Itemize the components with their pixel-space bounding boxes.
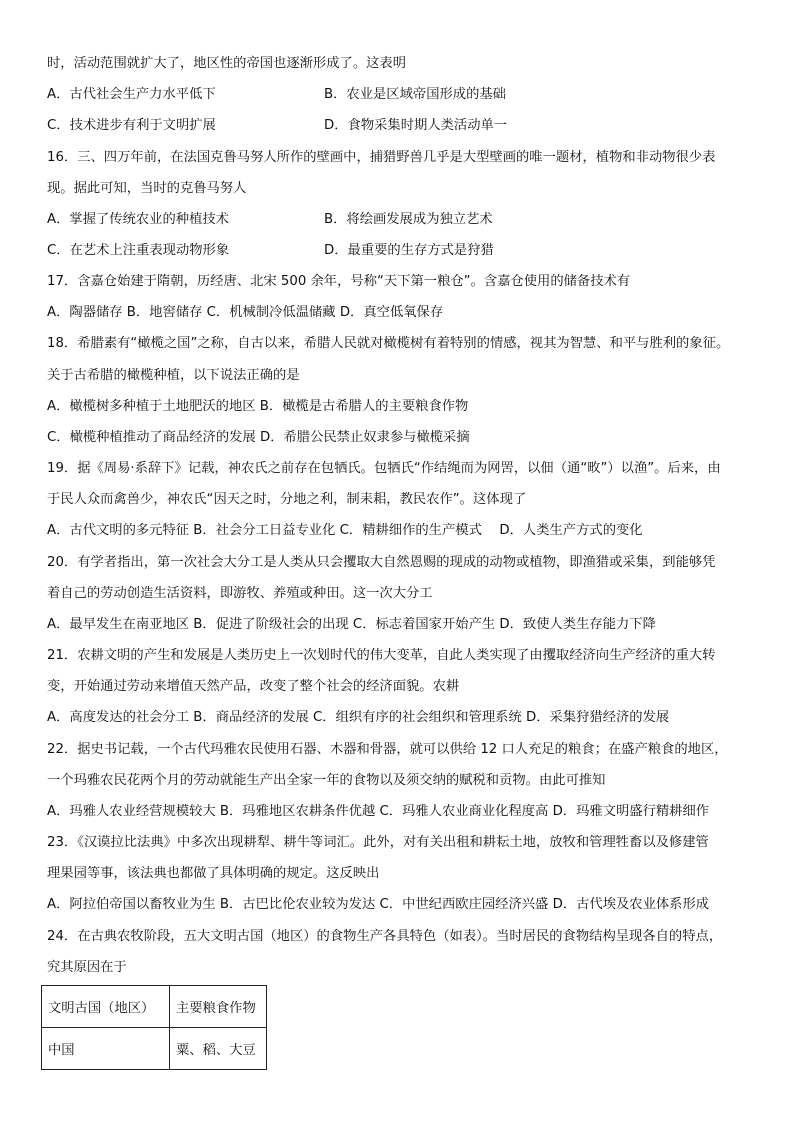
- q18-options-cd: C．橄榄种植推动了商品经济的发展 D．希腊公民禁止奴隶参与橄榄采摘: [47, 430, 470, 445]
- table-header-cell: 主要粮食作物: [170, 986, 267, 1028]
- q19-options: A．古代文明的多元特征 B．社会分工日益专业化 C．精耕细作的生产模式 D．人类生产方式的变化: [47, 523, 643, 538]
- q21-stem-line1: 21．农耕文明的产生和发展是人类历史上一次划时代的伟大变革，自此人类实现了由攫取经济向生产经济的重大转: [47, 648, 716, 663]
- q23-stem-line2: 理果园等事，该法典也都做了具体明确的规定。这反映出: [47, 866, 380, 881]
- q15-option-d: D．食物采集时期人类活动单一: [324, 118, 508, 133]
- q17-options: A．陶器储存 B．地窖储存 C．机械制冷低温储藏 D．真空低氧保存: [47, 305, 444, 320]
- q15-option-a: A．古代社会生产力水平低下: [47, 87, 216, 102]
- q15-option-b: B．农业是区域帝国形成的基础: [324, 87, 506, 102]
- q20-stem-line1: 20．有学者指出，第一次社会大分工是人类从只会攫取大自然恩赐的现成的动物或植物，即渔猎或采集，到能够凭: [47, 555, 716, 570]
- q21-stem-line2: 变，开始通过劳动来增值天然产品，改变了整个社会的经济面貌。农耕: [47, 679, 460, 694]
- q20-options: A．最早发生在南亚地区 B．促进了阶级社会的出现 C．标志着国家开始产生 D．致使人类生存能力下降: [47, 617, 656, 632]
- q18-options-ab: A．橄榄树多种植于土地肥沃的地区 B．橄榄是古希腊人的主要粮食作物: [47, 399, 469, 414]
- q18-stem-line2: 关于古希腊的橄榄种植，以下说法正确的是: [47, 368, 300, 383]
- q16-option-b: B．将绘画发展成为独立艺术: [324, 212, 493, 227]
- q20-stem-line2: 着自己的劳动创造生活资料，即游牧、养殖或种田。这一次大分工: [47, 586, 433, 601]
- q16-stem-line2: 现。据此可知，当时的克鲁马努人: [47, 181, 247, 196]
- q17-stem: 17．含嘉仓始建于隋朝，历经唐、北宋 500 余年，号称“天下第一粮仓”。含嘉仓使用的储备技术有: [47, 274, 631, 289]
- table-header-cell: 文明古国（地区）: [42, 986, 170, 1028]
- food-crops-table: [41, 985, 267, 1070]
- q15-option-c: C．技术进步有利于文明扩展: [47, 118, 216, 133]
- q19-stem-line2: 于民人众而禽兽少，神农氏“因天之时，分地之利，制耒耜，教民农作”。这体现了: [47, 492, 527, 507]
- q23-stem-line1: 23．《汉谟拉比法典》中多次出现耕犁、耕牛等词汇。此外，对有关出租和耕耘土地，放牧和管理牲畜以及修建管: [47, 835, 709, 850]
- q16-stem-line1: 16．三、四万年前，在法国克鲁马努人所作的壁画中，捕猎野兽几乎是大型壁画的唯一题材，植物和非动物很少表: [47, 150, 716, 165]
- q23-options: A．阿拉伯帝国以畜牧业为生 B．古巴比伦农业较为发达 C．中世纪西欧庄园经济兴盛 D．古代埃及农业体系形成: [47, 897, 710, 912]
- q22-stem-line2: 一个玛雅农民花两个月的劳动就能生产出全家一年的食物以及须交纳的赋税和贡物。由此可推知: [47, 773, 606, 788]
- q24-stem-line2: 究其原因在于: [47, 960, 127, 975]
- table-row: [42, 1028, 267, 1070]
- q18-stem-line1: 18．希腊素有“橄榄之国”之称，自古以来，希腊人民就对橄榄树有着特别的情感，视其为智慧、和平与胜利的象征。: [47, 336, 730, 351]
- q24-stem-line1: 24．在古典农牧阶段，五大文明古国（地区）的食物生产各具特色（如表）。当时居民的食物结构呈现各自的特点，: [47, 929, 723, 944]
- q21-options: A．高度发达的社会分工 B．商品经济的发展 C．组织有序的社会组织和管理系统 D．采集狩猎经济的发展: [47, 710, 670, 725]
- table-cell: 中国: [42, 1028, 170, 1070]
- q15-stem-end: 时，活动范围就扩大了，地区性的帝国也逐渐形成了。这表明: [47, 56, 407, 71]
- q19-stem-line1: 19．据《周易·系辞下》记载，神农氏之前存在包牺氏。包牺氏“作结绳而为网罟，以佃（通“畋”）以渔”。后来，由: [47, 461, 721, 476]
- q22-stem-line1: 22．据史书记载，一个古代玛雅农民使用石器、木器和骨器，就可以供给 12 口人充足的粮食；在盛产粮食的地区，: [47, 742, 728, 757]
- q16-option-a: A．掌握了传统农业的种植技术: [47, 212, 229, 227]
- table-cell: 粟、稻、大豆: [170, 1028, 267, 1070]
- q16-option-c: C．在艺术上注重表现动物形象: [47, 243, 230, 258]
- q22-options: A．玛雅人农业经营规模较大 B．玛雅地区农耕条件优越 C．玛雅人农业商业化程度高 D．玛雅文明盛行精耕细作: [47, 804, 710, 819]
- table-header-row: [42, 986, 267, 1028]
- q16-option-d: D．最重要的生存方式是狩猎: [324, 243, 494, 258]
